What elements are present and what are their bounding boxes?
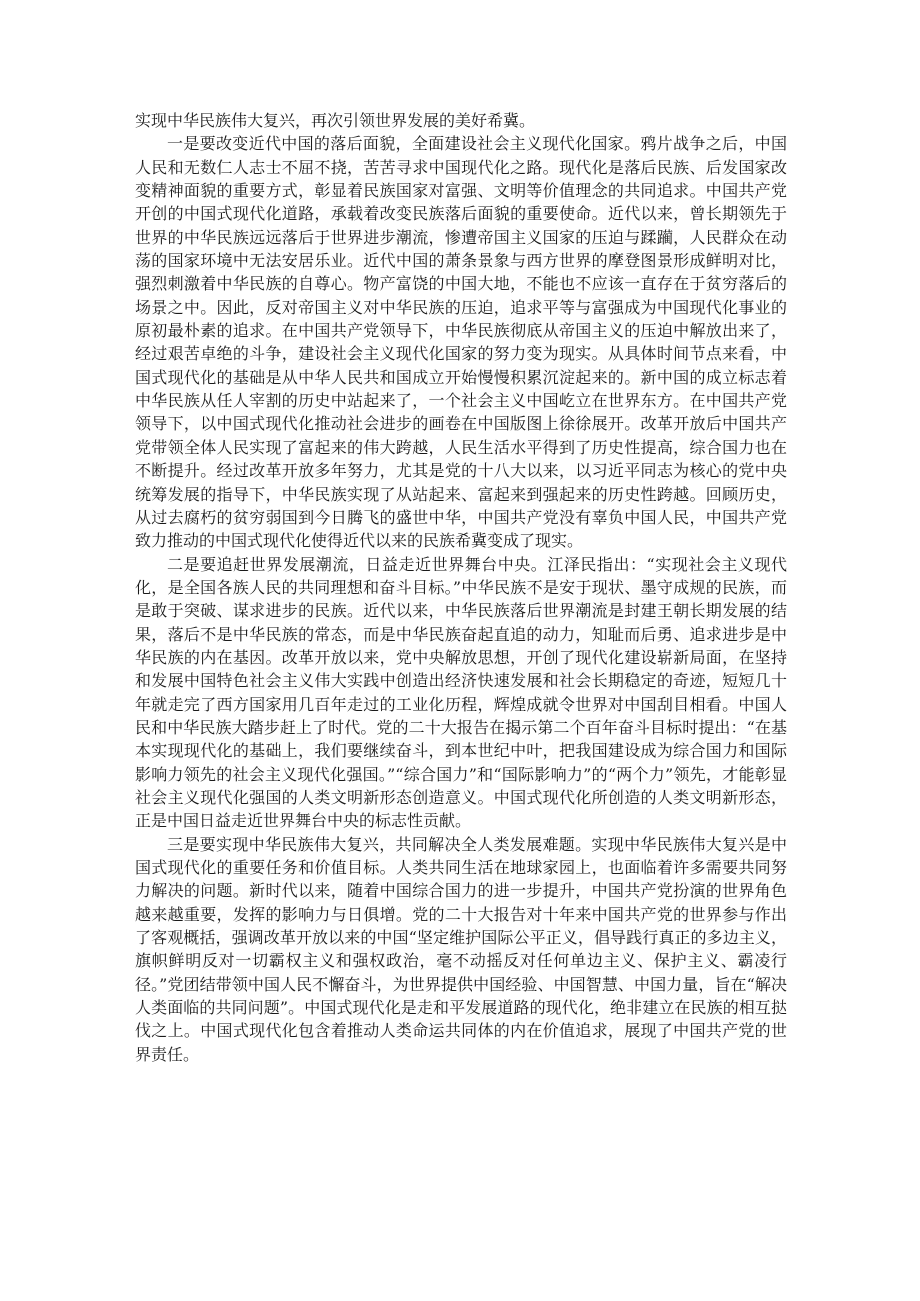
document-body bbox=[135, 109, 787, 1066]
paragraph-world-stage: 二是要追赶世界发展潮流，日益走近世界舞台中央。江泽民指出：“实现社会主义现代化，是全国各族人民的共同理想和奋斗目标。”中华民族不是安于现状、墨守成规的民族，而是敢于突破、谋求进步的民族。近代以来，中华民族落后世界潮流是封建王朝长期发展的结果，落后不是中华民族的常态，而是中华民族奋起直追的动力，知耻而后勇、追求进步是中华民族的内在基因。改革开放以来，党中央解放思想，开创了现代化建设崭新局面，在坚持和发展中国特色社会主义伟大实践中创造出经济快速发展和社会长期稳定的奇迹，短短几十年就走完了西方国家用几百年走过的工业化历程，辉煌成就令世界对中国刮目相看。中国人民和中华民族大踏步赶上了时代。党的二十大报告在揭示第二个百年奋斗目标时提出：“在基本实现现代化的基础上，我们要继续奋斗，到本世纪中叶，把我国建设成为综合国力和国际影响力领先的社会主义现代化强国。”“综合国力”和“国际影响力”的“两个力”领先，才能彰显社会主义现代化强国的人类文明新形态创造意义。中国式现代化所创造的人类文明新形态，正是中国日益走近世界舞台中央的标志性贡献。 bbox=[135, 554, 787, 831]
paragraph-modernization: 一是要改变近代中国的落后面貌，全面建设社会主义现代化国家。鸦片战争之后，中国人民和无数仁人志士不屈不挠，苦苦寻求中国现代化之路。现代化是落后民族、后发国家改变精神面貌的重要方式，彰显着民族国家对富强、文明等价值理念的共同追求。中国共产党开创的中国式现代化道路，承载着改变民族落后面貌的重要使命。近代以来，曾长期领先于世界的中华民族远远落后于世界进步潮流，惨遭帝国主义国家的压迫与蹂躏，人民群众在动荡的国家环境中无法安居乐业。近代中国的萧条景象与西方世界的摩登图景形成鲜明对比，强烈刺激着中华民族的自尊心。物产富饶的中国大地，不能也不应该一直存在于贫穷落后的场景之中。因此，反对帝国主义对中华民族的压迫，追求平等与富强成为中国现代化事业的原初最朴素的追求。在中国共产党领导下，中华民族彻底从帝国主义的压迫中解放出来了，经过艰苦卓绝的斗争，建设社会主义现代化国家的努力变为现实。从具体时间节点来看，中国式现代化的基础是从中华人民共和国成立开始慢慢积累沉淀起来的。新中国的成立标志着中华民族从任人宰割的历史中站起来了，一个社会主义中国屹立在世界东方。在中国共产党领导下，以中国式现代化推动社会进步的画卷在中国版图上徐徐展开。改革开放后中国共产党带领全体人民实现了富起来的伟大跨越，人民生活水平得到了历史性提高，综合国力也在不断提升。经过改革开放多年努力，尤其是党的十八大以来，以习近平同志为核心的党中央统筹发展的指导下，中华民族实现了从站起来、富起来到强起来的历史性跨越。回顾历史，从过去腐朽的贫穷弱国到今日腾飞的盛世中华，中国共产党没有辜负中国人民，中国共产党致力推动的中国式现代化使得近代以来的民族希冀变成了现实。 bbox=[135, 134, 787, 551]
paragraph-rejuvenation: 三是要实现中华民族伟大复兴，共同解决全人类发展难题。实现中华民族伟大复兴是中国式现代化的重要任务和价值目标。人类共同生活在地球家园上，也面临着许多需要共同努力解决的问题。新时代以来，随着中国综合国力的进一步提升，中国共产党扮演的世界角色越来越重要，发挥的影响力与日俱增。党的二十大报告对十年来中国共产党的世界参与作出了客观概括，强调改革开放以来的中国“坚定维护国际公平正义，倡导践行真正的多边主义，旗帜鲜明反对一切霸权主义和强权政治，毫不动摇反对任何单边主义、保护主义、霸凌行径。”党团结带领中国人民不懈奋斗，为世界提供中国经验、中国智慧、中国力量，旨在“解决人类面临的共同问题”。中国式现代化是走和平发展道路的现代化，绝非建立在民族的相互挞伐之上。中国式现代化包含着推动人类命运共同体的内在价值追求，展现了中国共产党的世界责任。 bbox=[135, 834, 787, 1064]
lead-paragraph: 实现中华民族伟大复兴，再次引领世界发展的美好希冀。 bbox=[135, 111, 536, 130]
